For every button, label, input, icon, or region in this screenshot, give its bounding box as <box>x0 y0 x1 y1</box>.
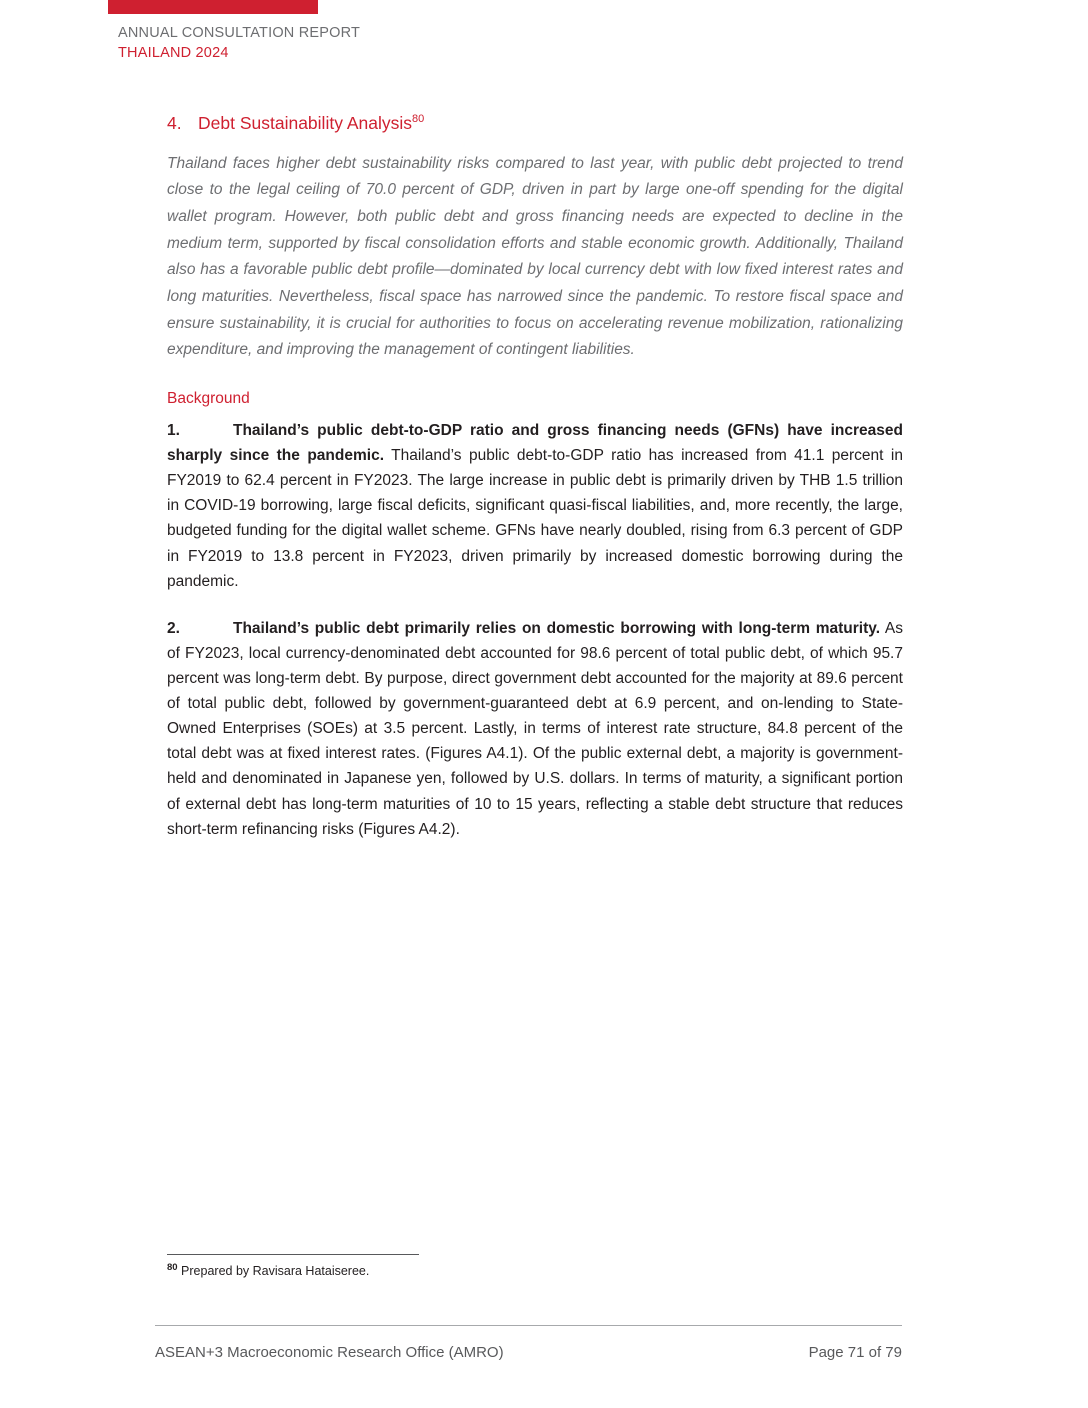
footnote-divider <box>167 1254 419 1255</box>
page-footer <box>155 1325 902 1361</box>
section-heading <box>167 112 903 135</box>
footnote-area <box>167 1254 903 1281</box>
paragraph-1-body: Thailand’s public debt-to-GDP ratio has increased from 41.1 percent in FY2019 to 62.4 percent in FY2023. The large increase in public debt is primarily driven by THB 1.5 trillion in COVID-19 borrowing, large fiscal deficits, significant quasi-fiscal liabilities, and, more recently, the large, budgeted funding for the digital wallet scheme. GFNs have nearly doubled, rising from 6.3 percent of GDP in FY2019 to 13.8 percent in FY2023, driven primarily by increased domestic borrowing during the pandemic. <box>167 447 903 590</box>
subsection-heading: Background <box>167 390 250 407</box>
page-content <box>167 112 903 864</box>
footnote-number: 80 <box>167 1261 178 1273</box>
footer-organization: ASEAN+3 Macroeconomic Research Office (AMRO) <box>155 1344 504 1361</box>
footer-page-number: Page 71 of 79 <box>808 1344 902 1361</box>
paragraph-1 <box>167 418 903 594</box>
page-header <box>118 24 360 63</box>
report-subtitle: THAILAND 2024 <box>118 44 229 61</box>
section-summary: Thailand faces higher debt sustainability risks compared to last year, with public debt projected to trend close to the legal ceiling of 70.0 percent of GDP, driven in part by large one-off spending for the digital wallet program. However, both public debt and gross financing needs are expected to decline in the medium term, supported by fiscal consolidation efforts and stable economic growth. Additionally, Thailand also has a favorable public debt profile—dominated by local currency debt with low fixed interest rates and long maturities. Nevertheless, fiscal space has narrowed since the pandemic. To restore fiscal space and ensure sustainability, it is crucial for authorities to focus on accelerating revenue mobilization, rationalizing expenditure, and improving the management of contingent liabilities. <box>167 154 903 359</box>
section-title-text: Debt Sustainability Analysis <box>198 113 412 133</box>
footnote-entry <box>167 1263 903 1281</box>
paragraph-2 <box>167 616 903 842</box>
footnote-body: Prepared by Ravisara Hataiseree. <box>177 1264 370 1278</box>
report-title: ANNUAL CONSULTATION REPORT <box>118 25 361 41</box>
paragraph-2-number: 2. <box>167 619 180 637</box>
footer-divider <box>155 1325 902 1326</box>
header-accent-bar <box>108 0 318 14</box>
paragraph-2-body: As of FY2023, local currency-denominated debt accounted for 98.6 percent of total public debt, of which 95.7 percent was long-term debt. By purpose, direct government debt accounted for the majority at 89.6 percent of total public debt, followed by government-guaranteed debt at 6.9 percent, and on-lending to State-Owned Enterprises (SOEs) at 3.5 percent. Lastly, in terms of interest rate structure, 84.8 percent of the total debt was at fixed interest rates. (Figures A4.1). Of the public external debt, a majority is government-held and denominated in Japanese yen, followed by U.S. dollars. In terms of maturity, a significant portion of external debt has long-term maturities of 10 to 15 years, reflecting a stable debt structure that reduces short-term refinancing risks (Figures A4.2). <box>167 619 903 838</box>
paragraph-1-number: 1. <box>167 422 180 439</box>
paragraph-2-lead: Thailand’s public debt primarily relies on domestic borrowing with long-term maturity. <box>233 619 881 637</box>
footnote-reference: 80 <box>412 113 425 126</box>
section-number: 4. <box>167 113 182 133</box>
paragraph-1-lead: Thailand’s public debt-to-GDP ratio and gross financing needs (GFNs) have increased sharply since the pandemic. <box>167 422 903 465</box>
